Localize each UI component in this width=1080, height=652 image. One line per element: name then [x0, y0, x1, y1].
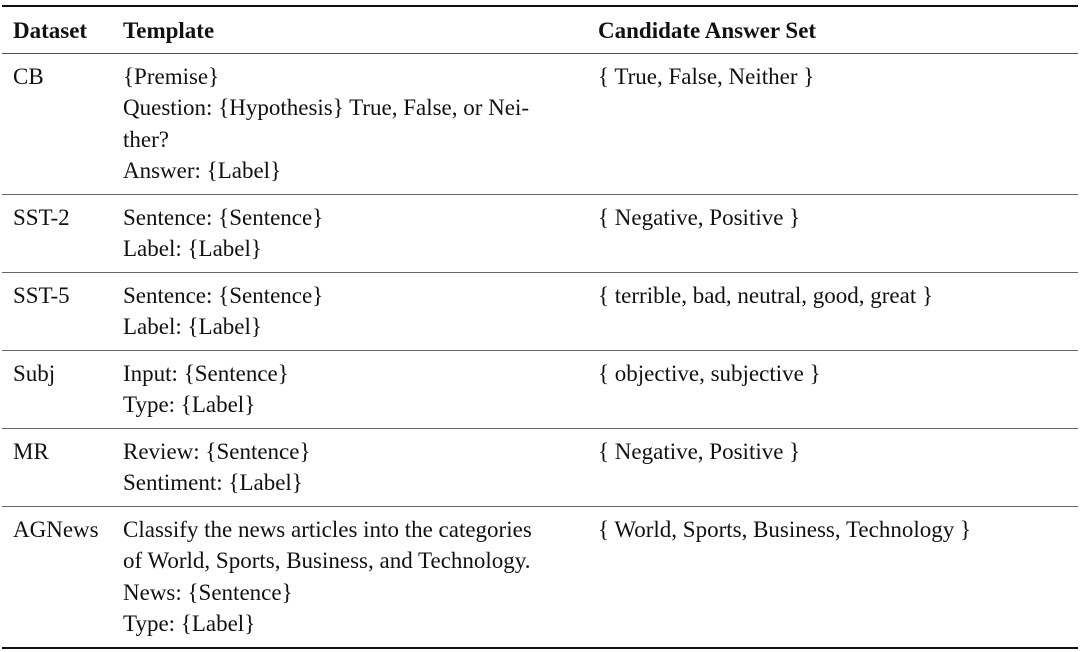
table-row-subj: [2, 350, 1078, 428]
table-row-mr: [2, 428, 1078, 506]
template-cell: [123, 194, 598, 272]
template-cell: [123, 506, 598, 648]
template-line: Label: {Label}: [123, 236, 262, 261]
template-line: Type: {Label}: [123, 611, 256, 636]
dataset-cell: AGNews: [13, 516, 99, 542]
header-row: [2, 6, 1078, 53]
answer-set-cell: { terrible, bad, neutral, good, great }: [598, 282, 934, 308]
table-row-sst-2: [2, 194, 1078, 272]
dataset-cell: SST-2: [13, 204, 70, 230]
answer-set-cell: { World, Sports, Business, Technology }: [598, 516, 971, 542]
template-line: Type: {Label}: [123, 392, 256, 417]
template-line: Input: {Sentence}: [123, 360, 289, 386]
template-line: Sentence: {Sentence}: [123, 282, 324, 308]
answer-set-cell: { True, False, Neither }: [598, 63, 815, 89]
template-cell: [123, 350, 598, 428]
table-row-sst-5: [2, 272, 1078, 350]
answer-set-cell: { objective, subjective }: [598, 360, 821, 386]
dataset-cell: Subj: [13, 360, 56, 386]
dataset-cell: SST-5: [13, 282, 70, 308]
answer-set-cell: { Negative, Positive }: [598, 204, 801, 230]
table-header: [2, 6, 1078, 53]
template-line: News: {Sentence}: [123, 579, 293, 605]
header-template: Template: [123, 18, 215, 43]
table-body: [2, 53, 1078, 648]
template-line: Classify the news articles into the categories: [123, 516, 532, 542]
template-line: Sentence: {Sentence}: [123, 204, 324, 230]
template-cell: [123, 53, 598, 194]
header-candidate-answer-set: Candidate Answer Set: [598, 18, 817, 43]
template-line: Sentiment: {Label}: [123, 470, 303, 495]
template-line: Label: {Label}: [123, 314, 262, 339]
template-line: Review: {Sentence}: [123, 438, 311, 464]
dataset-cell: MR: [13, 438, 49, 464]
table-row-cb: [2, 53, 1078, 194]
template-line: ther?: [123, 126, 169, 152]
table-row-agnews: [2, 506, 1078, 648]
template-line: of World, Sports, Business, and Technology.: [123, 548, 531, 573]
answer-set-cell: { Negative, Positive }: [598, 438, 801, 464]
template-line: Question: {Hypothesis} True, False, or Nei-: [123, 95, 530, 120]
template-line: Answer: {Label}: [123, 158, 282, 183]
template-cell: [123, 272, 598, 350]
header-dataset: Dataset: [13, 18, 88, 43]
template-table: [2, 5, 1078, 649]
template-line: {Premise}: [123, 63, 220, 89]
dataset-cell: CB: [13, 63, 44, 89]
template-cell: [123, 428, 598, 506]
